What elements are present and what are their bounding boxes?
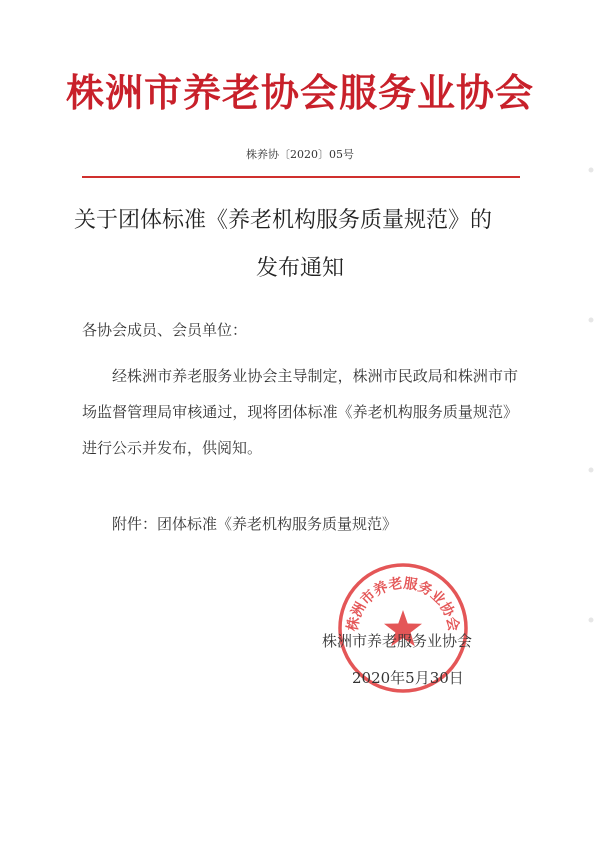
attachment-line: 附件：团体标准《养老机构服务质量规范》	[112, 515, 398, 533]
body-paragraph: 经株洲市养老服务业协会主导制定，株洲市民政局和株洲市市场监督管理局审核通过，现将团体标准《养老机构服务质量规范》进行公示并发布，供阅知。	[82, 367, 518, 457]
seal-arc-text: 株洲市养老服务业协会	[344, 575, 462, 633]
org-header: 株洲市养老协会服务业协会	[65, 70, 534, 115]
document-number: 株养协〔2020〕05号	[246, 148, 354, 161]
notice-title-line-1: 关于团体标准《养老机构服务质量规范》的	[74, 208, 493, 233]
salutation: 各协会成员、会员单位：	[82, 321, 248, 339]
header-red-rule	[82, 176, 520, 178]
notice-title-line-2: 发布通知	[255, 256, 344, 281]
signature-organization: 株洲市养老服务业协会	[322, 632, 473, 650]
signature-date: 2020年5月30日	[352, 669, 464, 687]
binder-hole-marks	[586, 0, 596, 850]
